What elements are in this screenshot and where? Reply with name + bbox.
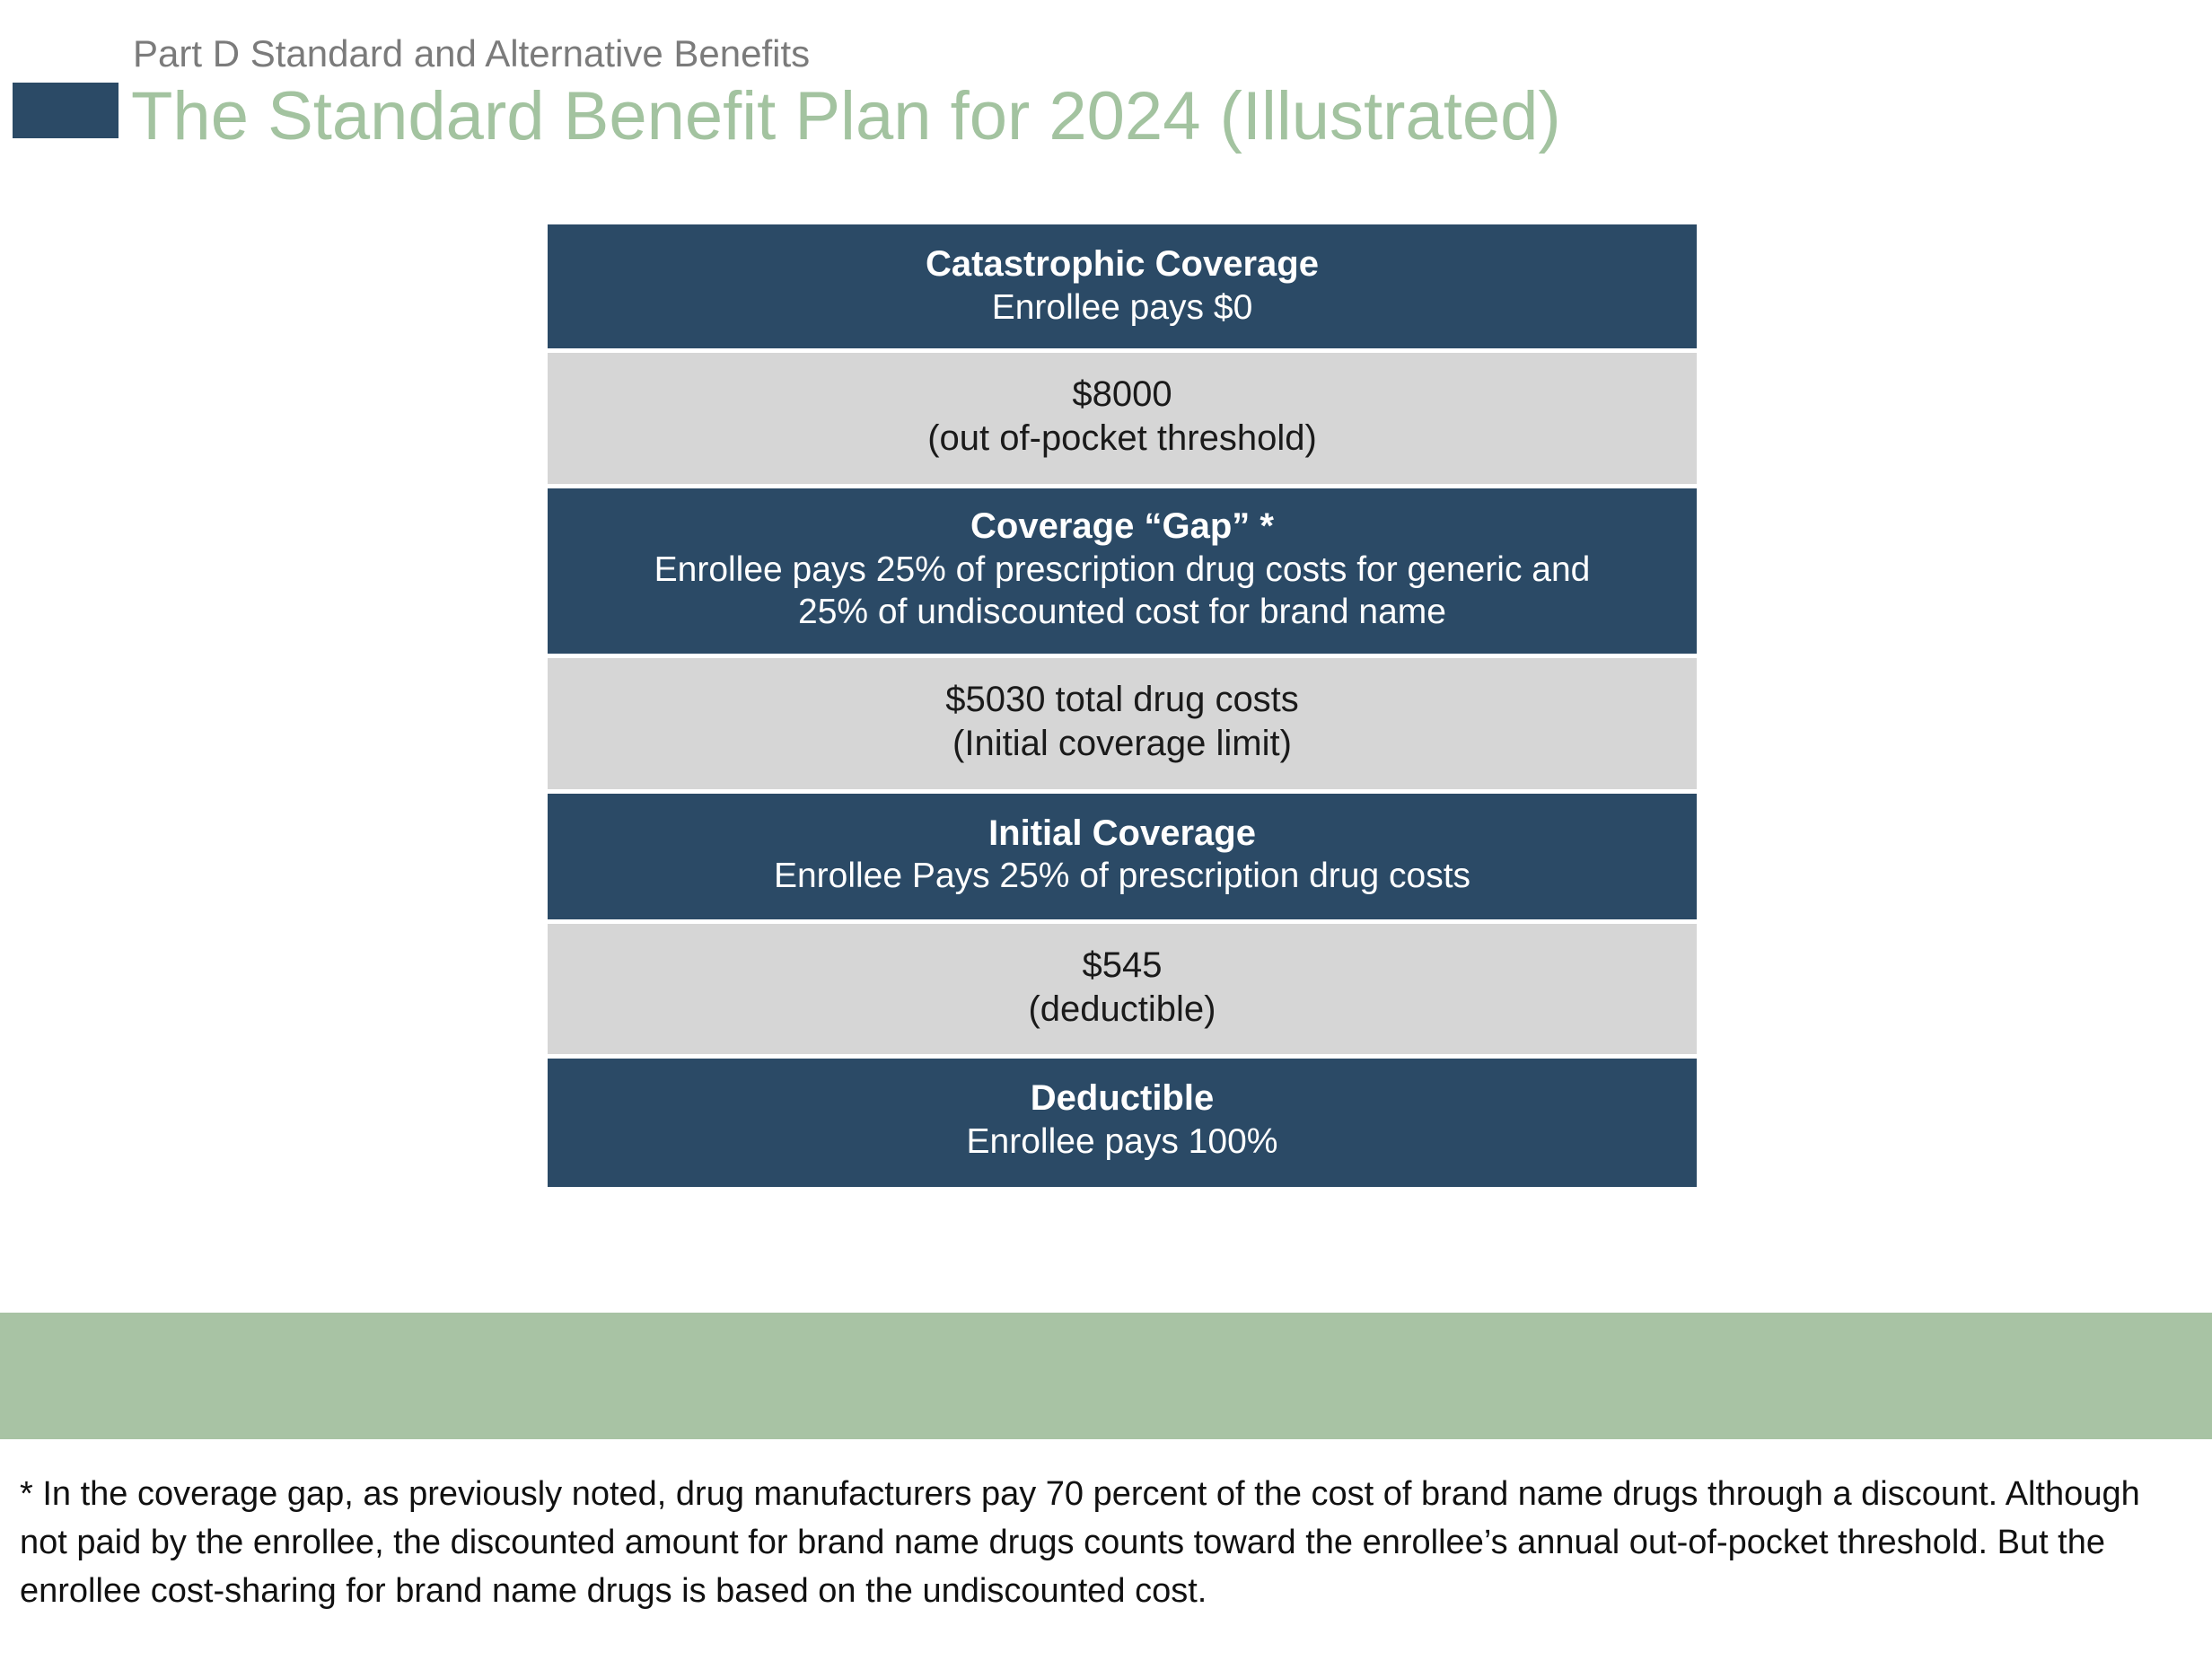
threshold-amount: $545 <box>1082 945 1163 985</box>
tier-line: Enrollee pays $0 <box>991 287 1253 327</box>
benefit-tier-stack <box>548 224 1697 1191</box>
tier-title: Initial Coverage <box>988 813 1256 853</box>
tier-line: Enrollee pays 100% <box>966 1122 1278 1162</box>
header-eyebrow: Part D Standard and Alternative Benefits <box>133 32 811 75</box>
threshold-amount: $8000 <box>1072 374 1172 415</box>
slide-header <box>0 0 2212 207</box>
header-accent-square <box>13 83 118 138</box>
tier-title: Coverage “Gap” * <box>970 505 1274 546</box>
threshold-label: (Initial coverage limit) <box>952 723 1292 763</box>
threshold-deductible-amount <box>548 924 1697 1055</box>
tier-line: Enrollee pays 25% of prescription drug costs for generic and <box>654 549 1591 589</box>
threshold-label: (out of-pocket threshold) <box>927 418 1317 459</box>
tier-catastrophic-coverage <box>548 224 1697 348</box>
page-title: The Standard Benefit Plan for 2024 (Illustrated) <box>131 78 1561 154</box>
tier-line: Enrollee Pays 25% of prescription drug costs <box>773 857 1471 896</box>
threshold-out-of-pocket <box>548 353 1697 484</box>
tier-deductible <box>548 1059 1697 1186</box>
threshold-label: (deductible) <box>1028 989 1216 1029</box>
tier-coverage-gap <box>548 488 1697 654</box>
footnote-text: * In the coverage gap, as previously noted, drug manufacturers pay 70 percent of the cost of brand name drugs through a discount. Although not paid by the enrollee, the discounted amount for brand name drugs counts toward the enrollee’s annual out-of-pocket threshold. But the enrollee cost-sharing for brand name drugs is based on the undiscounted cost. <box>20 1475 2140 1610</box>
threshold-initial-coverage-limit <box>548 658 1697 789</box>
threshold-amount: $5030 total drug costs <box>945 679 1299 719</box>
tier-line: 25% of undiscounted cost for brand name <box>798 593 1446 632</box>
tier-title: Catastrophic Coverage <box>926 244 1319 284</box>
tier-title: Deductible <box>1030 1078 1215 1119</box>
tier-initial-coverage <box>548 794 1697 919</box>
